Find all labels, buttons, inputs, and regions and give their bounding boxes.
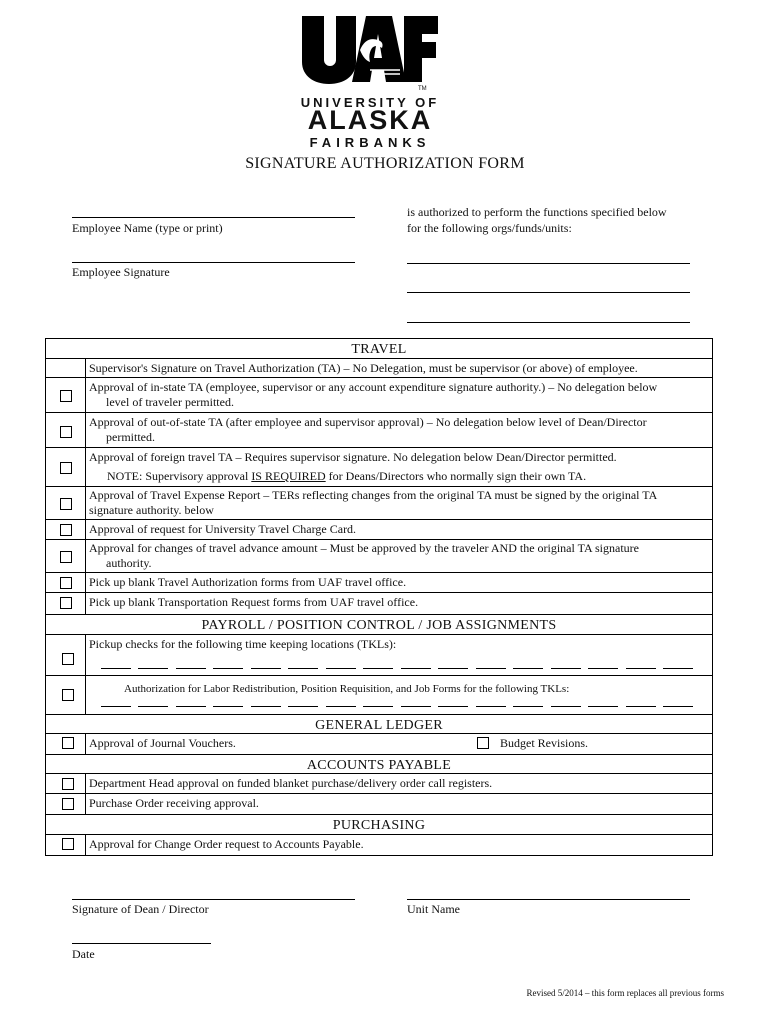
payroll-row-labor	[46, 676, 712, 714]
checkbox-column	[46, 573, 86, 592]
checkbox-column	[46, 835, 86, 855]
checkbox-ta-forms[interactable]	[60, 577, 72, 589]
note-suffix: for Deans/Directors who normally sign their own TA.	[325, 469, 587, 483]
row-text: Department Head approval on funded blanket purchase/delivery order call registers.	[89, 776, 493, 790]
tkl-blank[interactable]	[101, 706, 131, 707]
logo-line-fairbanks: FAIRBANKS	[309, 135, 431, 150]
tkl-blank[interactable]	[363, 706, 393, 707]
uaf-wordmark-graphic	[300, 14, 440, 84]
travel-row-outofstate	[46, 413, 712, 448]
checkbox-column	[46, 794, 86, 814]
row-text: Approval of in-state TA (employee, supervisor or any account expenditure signature authority.) – No delegation below	[89, 380, 658, 394]
authorization-table	[45, 338, 713, 856]
row-text: Approval of Travel Expense Report – TERs reflecting changes from the original TA must be signed by the original TA	[89, 488, 658, 502]
general-ledger-heading: GENERAL LEDGER	[46, 714, 712, 734]
tkl-blank[interactable]	[176, 706, 206, 707]
checkbox-column	[46, 635, 86, 675]
accounts-payable-heading: ACCOUNTS PAYABLE	[46, 754, 712, 774]
checkbox-column	[46, 413, 86, 447]
org-fund-unit-field-2[interactable]	[407, 292, 690, 293]
checkbox-column	[46, 676, 86, 714]
checkbox-column	[46, 540, 86, 572]
tkl-blank[interactable]	[401, 668, 431, 669]
row-text: Approval for changes of travel advance amount – Must be approved by the traveler AND the original TA signature	[89, 541, 639, 555]
row-text: Approval of request for University Travel Charge Card.	[89, 522, 357, 536]
tkl-blank[interactable]	[101, 668, 131, 669]
checkbox-expense-report[interactable]	[60, 498, 72, 510]
checkbox-blanket-purchase[interactable]	[62, 778, 74, 790]
tkl-blank[interactable]	[626, 706, 656, 707]
employee-name-label: Employee Name (type or print)	[72, 221, 223, 235]
tkl-blank[interactable]	[401, 706, 431, 707]
ap-row-receiving	[46, 794, 712, 814]
checkbox-foreign-ta[interactable]	[60, 462, 72, 474]
checkbox-change-order[interactable]	[62, 838, 74, 850]
checkbox-instate-ta[interactable]	[60, 390, 72, 402]
tkl-blank[interactable]	[513, 706, 543, 707]
checkbox-column	[46, 378, 86, 412]
dean-signature-field[interactable]	[72, 899, 355, 900]
tkl-blank[interactable]	[551, 706, 581, 707]
checkbox-column	[46, 593, 86, 614]
travel-supervisor-note: Supervisor's Signature on Travel Authorization (TA) – No Delegation, must be supervisor (or above) of employee.	[89, 361, 638, 375]
row-text: Approval of foreign travel TA – Requires supervisor signature. No delegation below Dean/Director permitted.	[89, 450, 617, 464]
tkl-blank[interactable]	[626, 668, 656, 669]
tkl-blank[interactable]	[138, 706, 168, 707]
tkl-blank[interactable]	[251, 706, 281, 707]
travel-supervisor-note-row	[46, 359, 712, 378]
checkbox-column	[46, 448, 86, 486]
travel-row-foreign	[46, 448, 712, 487]
tkl-blank[interactable]	[588, 668, 618, 669]
payroll-heading: PAYROLL / POSITION CONTROL / JOB ASSIGNMENTS	[46, 614, 712, 635]
travel-row-instate	[46, 378, 712, 413]
travel-row-advance	[46, 540, 712, 573]
payroll-row-pickup	[46, 635, 712, 676]
checkbox-journal-vouchers[interactable]	[62, 737, 74, 749]
row-text: Purchase Order receiving approval.	[89, 796, 259, 810]
checkbox-transport-forms[interactable]	[60, 597, 72, 609]
dean-signature-label: Signature of Dean / Director	[72, 902, 209, 916]
checkbox-column	[46, 520, 86, 539]
org-fund-unit-field-3[interactable]	[407, 322, 690, 323]
travel-row-ta-forms	[46, 573, 712, 593]
row-text-continued: signature authority. below	[89, 503, 214, 517]
authorized-text-line1: is authorized to perform the functions specified below	[407, 205, 667, 219]
tkl-blank[interactable]	[326, 668, 356, 669]
authorized-text-line2: for the following orgs/funds/units:	[407, 221, 572, 235]
date-field[interactable]	[72, 943, 211, 944]
checkbox-column	[46, 734, 86, 754]
row-text: Pick up blank Travel Authorization forms from UAF travel office.	[89, 575, 407, 589]
budget-revisions-label: Budget Revisions.	[500, 736, 589, 750]
ap-row-blanket	[46, 774, 712, 794]
row-text: Approval of out-of-state TA (after employee and supervisor approval) – No delegation below level of Dean/Director	[89, 415, 647, 429]
pickup-label: Pickup checks for the following time keeping locations (TKLs):	[89, 637, 397, 651]
row-text-continued: permitted.	[106, 430, 155, 444]
unit-name-label: Unit Name	[407, 902, 460, 916]
unit-name-field[interactable]	[407, 899, 690, 900]
logo-line-university: UNIVERSITY OF	[300, 95, 440, 110]
row-text: Approval for Change Order request to Accounts Payable.	[89, 837, 364, 851]
org-fund-unit-field-1[interactable]	[407, 263, 690, 264]
employee-signature-field[interactable]	[72, 262, 355, 263]
general-ledger-row	[46, 734, 712, 754]
logo-line-alaska: ALASKA	[307, 105, 433, 135]
uaf-logo	[300, 14, 440, 150]
tkl-blank[interactable]	[176, 668, 206, 669]
travel-row-transport-forms	[46, 593, 712, 614]
tkl-blank[interactable]	[213, 668, 243, 669]
row-text-continued: level of traveler permitted.	[106, 395, 234, 409]
trademark-mark: TM	[418, 86, 427, 92]
form-title: SIGNATURE AUTHORIZATION FORM	[245, 155, 525, 172]
checkbox-budget-revisions[interactable]	[477, 737, 489, 749]
note-emphasis: IS REQUIRED	[251, 469, 326, 483]
tkl-blank[interactable]	[138, 668, 168, 669]
tkl-blank[interactable]	[438, 668, 468, 669]
checkbox-column	[46, 487, 86, 519]
tkl-blank[interactable]	[588, 706, 618, 707]
travel-row-expense-report	[46, 487, 712, 520]
tkl-blank[interactable]	[251, 668, 281, 669]
note-prefix: NOTE: Supervisory approval	[107, 469, 252, 483]
employee-signature-label: Employee Signature	[72, 265, 170, 279]
travel-row-charge-card	[46, 520, 712, 540]
tkl-blank[interactable]	[288, 668, 318, 669]
checkbox-pickup-checks[interactable]	[62, 653, 74, 665]
checkbox-column	[46, 359, 86, 377]
foreign-travel-note	[89, 469, 706, 484]
checkbox-travel-advance[interactable]	[60, 551, 72, 563]
tkl-blank[interactable]	[363, 668, 393, 669]
tkl-blank[interactable]	[476, 668, 506, 669]
row-text: Pick up blank Transportation Request forms from UAF travel office.	[89, 595, 419, 609]
tkl-blank[interactable]	[213, 706, 243, 707]
row-text-continued: authority.	[106, 556, 152, 570]
tkl-blank[interactable]	[476, 706, 506, 707]
tkl-blank[interactable]	[663, 706, 693, 707]
tkl-blank[interactable]	[288, 706, 318, 707]
checkbox-charge-card[interactable]	[60, 524, 72, 536]
tkl-blank[interactable]	[326, 706, 356, 707]
checkbox-column	[46, 774, 86, 793]
date-label: Date	[72, 947, 95, 961]
tkl-blank[interactable]	[663, 668, 693, 669]
checkbox-labor-redistribution[interactable]	[62, 689, 74, 701]
tkl-blank[interactable]	[551, 668, 581, 669]
purchasing-heading: PURCHASING	[46, 814, 712, 835]
labor-label: Authorization for Labor Redistribution, Position Requisition, and Job Forms for the following TKLs:	[124, 683, 570, 695]
tkl-blank[interactable]	[438, 706, 468, 707]
travel-heading: TRAVEL	[46, 339, 712, 359]
purchasing-row	[46, 835, 712, 855]
revision-note: Revised 5/2014 – this form replaces all previous forms	[526, 988, 724, 998]
employee-name-field[interactable]	[72, 217, 355, 218]
checkbox-outofstate-ta[interactable]	[60, 426, 72, 438]
checkbox-po-receiving[interactable]	[62, 798, 74, 810]
journal-vouchers-label: Approval of Journal Vouchers.	[89, 736, 236, 750]
tkl-blank[interactable]	[513, 668, 543, 669]
